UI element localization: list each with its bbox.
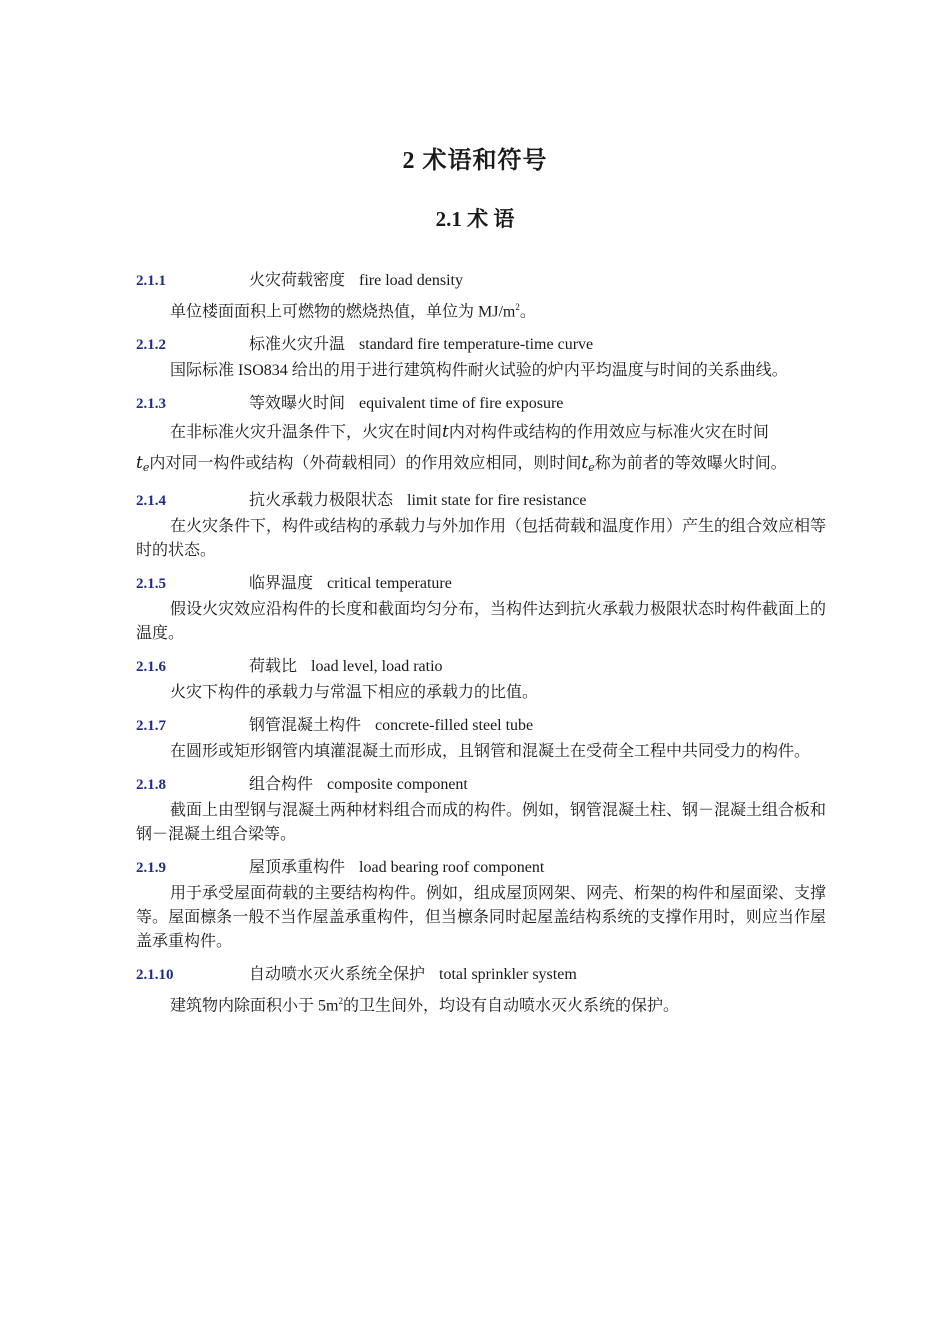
term-definition: 在火灾条件下，构件或结构的承载力与外加作用（包括荷载和温度作用）产生的组合效应相等时的状态。 bbox=[136, 518, 827, 560]
terms-list bbox=[136, 270, 826, 1029]
term-heading bbox=[136, 490, 826, 512]
term-entry bbox=[136, 270, 826, 324]
term-entry bbox=[136, 393, 826, 480]
term-number: 2.1.7 bbox=[136, 718, 166, 735]
chapter-title: 2 术语和符号 bbox=[402, 148, 548, 174]
term-entry bbox=[136, 715, 826, 764]
term-en: standard fire temperature-time curve bbox=[359, 336, 594, 354]
term-en: load bearing roof component bbox=[359, 859, 545, 877]
term-zh: 临界温度 bbox=[249, 575, 314, 593]
term-heading bbox=[136, 573, 826, 595]
term-entry bbox=[136, 490, 826, 563]
term-en: critical temperature bbox=[327, 575, 452, 593]
term-en: load level, load ratio bbox=[311, 658, 443, 676]
term-en: composite component bbox=[327, 776, 468, 794]
term-en: concrete-filled steel tube bbox=[375, 717, 534, 735]
math-variable-te: t bbox=[136, 453, 143, 474]
term-entry bbox=[136, 334, 826, 383]
term-number: 2.1.5 bbox=[136, 576, 166, 593]
term-entry bbox=[136, 964, 826, 1018]
term-number: 2.1.3 bbox=[136, 396, 166, 413]
term-heading bbox=[136, 964, 826, 986]
term-number: 2.1.9 bbox=[136, 860, 166, 877]
term-zh: 屋顶承重构件 bbox=[249, 859, 346, 877]
section-title: 2.1 术 语 bbox=[435, 207, 515, 231]
term-en: limit state for fire resistance bbox=[407, 492, 587, 510]
term-number: 2.1.10 bbox=[136, 967, 174, 984]
term-number: 2.1.4 bbox=[136, 493, 166, 510]
term-en: fire load density bbox=[359, 272, 463, 289]
term-zh: 荷载比 bbox=[249, 658, 298, 676]
term-definition: 在非标准火灾升温条件下，火灾在时间t内对构件或结构的作用效应与标准火灾在时间 te内对同一构件或结构（外荷载相同）的作用效应相同，则时间te称为前者的等效曝火时间。 bbox=[136, 422, 787, 475]
term-definition: 火灾下构件的承载力与常温下相应的承载力的比值。 bbox=[170, 684, 539, 702]
term-number: 2.1.1 bbox=[136, 273, 166, 289]
term-number: 2.1.8 bbox=[136, 777, 166, 794]
term-zh: 自动喷水灭火系统全保护 bbox=[249, 966, 426, 984]
term-heading bbox=[136, 656, 826, 678]
term-entry bbox=[136, 656, 826, 705]
term-entry bbox=[136, 573, 826, 646]
term-zh: 组合构件 bbox=[249, 776, 314, 794]
term-entry bbox=[136, 857, 826, 954]
term-definition: 假设火灾效应沿构件的长度和截面均匀分布，当构件达到抗火承载力极限状态时构件截面上的温度。 bbox=[136, 601, 827, 643]
term-zh: 标准火灾升温 bbox=[249, 336, 346, 354]
term-number: 2.1.2 bbox=[136, 337, 166, 354]
term-zh: 钢管混凝土构件 bbox=[249, 717, 362, 735]
math-variable-t: t bbox=[442, 422, 449, 443]
term-heading bbox=[136, 393, 826, 415]
term-heading bbox=[136, 715, 826, 737]
term-entry bbox=[136, 774, 826, 847]
term-definition: 建筑物内除面积小于 $5m^2$的卫生间外，均设有自动喷水灭火系统的保护。 bbox=[170, 996, 679, 1015]
term-definition: 单位楼面面积上可燃物的燃烧热值，单位为 $MJ/m^2$。 bbox=[170, 302, 536, 321]
term-zh: 抗火承载力极限状态 bbox=[249, 492, 394, 510]
term-definition: 在圆形或矩形钢管内填灌混凝土而形成，且钢管和混凝土在受荷全工程中共同受力的构件。 bbox=[170, 743, 811, 761]
term-en: total sprinkler system bbox=[439, 966, 577, 984]
math-variable-te: t bbox=[581, 453, 589, 474]
term-en: equivalent time of fire exposure bbox=[359, 395, 564, 413]
term-heading bbox=[136, 334, 826, 356]
term-zh: 火灾荷载密度 bbox=[249, 272, 346, 289]
term-zh: 等效曝火时间 bbox=[249, 395, 346, 413]
term-definition: 截面上由型钢与混凝土两种材料组合而成的构件。例如，钢管混凝土柱、钢－混凝土组合板和钢－混凝土组合梁等。 bbox=[136, 802, 827, 844]
term-heading bbox=[136, 857, 826, 879]
term-definition: 国际标准 ISO834 给出的用于进行建筑构件耐火试验的炉内平均温度与时间的关系曲线。 bbox=[170, 362, 788, 380]
term-number: 2.1.6 bbox=[136, 659, 166, 676]
term-heading bbox=[136, 270, 826, 292]
term-definition: 用于承受屋面荷载的主要结构构件。例如，组成屋顶网架、网壳、桁架的构件和屋面梁、支撑等。屋面檩条一般不当作屋盖承重构件，但当檩条同时起屋盖结构系统的支撑作用时，则应当作屋盖承重构件。 bbox=[136, 885, 827, 951]
term-heading bbox=[136, 774, 826, 796]
